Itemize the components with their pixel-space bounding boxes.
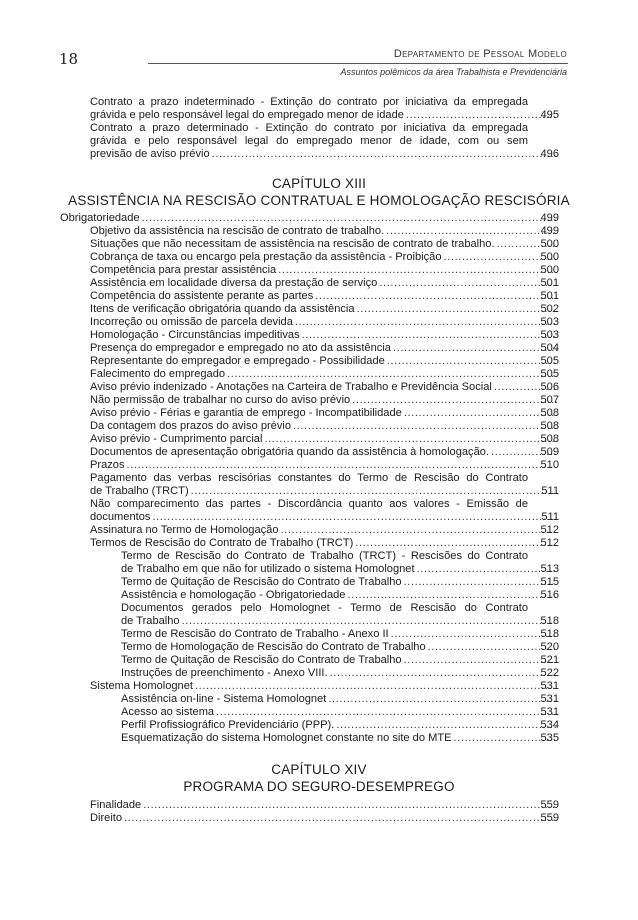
dot-leader	[281, 524, 558, 537]
dot-leader	[330, 667, 557, 680]
toc-page-number: 520	[540, 641, 559, 653]
toc-entry	[0, 381, 638, 394]
toc-entry	[0, 225, 638, 238]
toc-entry	[0, 550, 638, 576]
toc-entry	[0, 602, 638, 628]
toc-page-number: 508	[540, 407, 559, 419]
toc-entry	[0, 329, 638, 342]
toc-entry-text: Aviso prévio - Cumprimento parcial	[90, 433, 263, 445]
toc-page-number: 499	[540, 225, 559, 237]
toc-entry-text: Pagamento das verbas rescisórias constantes do Termo de Rescisão do Contrato	[90, 472, 528, 484]
toc-entry-text: Situações que não necessitam de assistência na rescisão de contrato de trabalho.	[90, 238, 495, 250]
toc-entry	[0, 641, 638, 654]
toc-page-number: 511	[541, 485, 559, 497]
toc-page-number: 500	[540, 251, 559, 263]
toc-page-number: 506	[540, 381, 559, 393]
dot-leader	[347, 589, 557, 602]
toc-entry-text: Competência do assistente perante as partes	[90, 290, 314, 302]
toc-entry-text: Prazos	[90, 459, 125, 471]
toc-entry-row	[121, 576, 638, 589]
toc-entry	[0, 446, 638, 459]
chapter-14-heading	[0, 761, 638, 795]
toc-entry	[0, 355, 638, 368]
toc-entry-text: Obrigatoriedade	[60, 212, 140, 224]
toc-entry-row	[121, 654, 638, 667]
toc-entry-text: Termo de Quitação de Rescisão do Contrato de Trabalho	[121, 576, 402, 588]
toc-entry-row	[121, 628, 638, 641]
chapter-13-heading	[0, 175, 638, 209]
dot-leader	[191, 485, 557, 498]
toc-entry-text: grávida e pelo responsável legal do empregado menor de idade, com ou sem	[90, 135, 528, 147]
toc-entry	[0, 407, 638, 420]
toc-entry-text: previsão de aviso prévio	[90, 148, 210, 160]
toc-entry-text: Contrato a prazo indeterminado - Extinção do contrato por iniciativa da empregada	[90, 96, 528, 108]
toc-page-number: 531	[540, 693, 559, 705]
toc-entry	[0, 238, 638, 251]
toc-entry	[0, 433, 638, 446]
dot-leader	[302, 329, 557, 342]
dot-leader	[127, 459, 557, 472]
chapter-13-label: CAPÍTULO XIII	[271, 176, 367, 191]
toc-entry-text: Esquematização do sistema Homolognet constante no site do MTE	[121, 732, 452, 744]
dot-leader	[293, 420, 557, 433]
toc-entry	[0, 706, 638, 719]
toc-page-number: 534	[540, 719, 559, 731]
toc-entry-text: Finalidade	[90, 799, 142, 811]
chapter-14-entries	[0, 799, 638, 825]
chapter-14-title: PROGRAMA DO SEGURO-DESEMPREGO	[183, 779, 455, 794]
toc-entry-text: de Trabalho	[121, 615, 180, 627]
dot-leader	[182, 615, 557, 628]
dot-leader	[357, 303, 557, 316]
toc-entry-text: Documentos gerados pelo Homolognet - Termo de Rescisão do Contrato	[121, 602, 528, 614]
toc-entry	[0, 498, 638, 524]
toc-entry	[0, 628, 638, 641]
top-entries	[0, 96, 638, 161]
toc-page-number: 501	[540, 277, 559, 289]
toc-entry-text: documentos	[90, 511, 151, 523]
dot-leader	[328, 693, 557, 706]
toc-page-number: 508	[540, 433, 559, 445]
toc-entry-text: Perfil Profissiográfico Previdenciário (PPP).	[121, 719, 335, 731]
toc-entry	[0, 264, 638, 277]
toc-page-number: 559	[540, 799, 559, 811]
toc-entry-text: Da contagem dos prazos do aviso prévio	[90, 420, 292, 432]
toc-entry-text: Não permissão de trabalhar no curso do aviso prévio	[90, 394, 351, 406]
toc-entry	[0, 290, 638, 303]
toc-page-number: 500	[540, 264, 559, 276]
toc-entry-text: Aviso prévio - Férias e garantia de emprego - Incompatibilidade	[90, 407, 402, 419]
toc-page-number: 501	[540, 290, 559, 302]
toc-page-number: 518	[540, 628, 559, 640]
toc-entry	[0, 96, 638, 122]
toc-entry	[0, 420, 638, 433]
toc-entry-text: Competência para prestar assistência	[90, 264, 277, 276]
toc-entry	[0, 589, 638, 602]
toc-page-number: 518	[540, 615, 559, 627]
toc-page-number: 511	[541, 511, 559, 523]
toc-entry-row	[121, 615, 638, 628]
toc-entry-text: Assistência em localidade diversa da prestação de serviço	[90, 277, 378, 289]
toc-entry	[0, 251, 638, 264]
toc-page-number: 513	[540, 563, 559, 575]
toc-entry-text: Objetivo da assistência na rescisão de contrato de trabalho.	[90, 225, 385, 237]
toc-entry	[0, 812, 638, 825]
toc-entry	[0, 654, 638, 667]
dot-leader	[336, 719, 557, 732]
toc-entry	[0, 122, 638, 161]
running-header-title: Departamento de Pessoal Modelo	[393, 48, 567, 60]
toc-entry-text: Acesso ao sistema	[121, 706, 215, 718]
dot-leader	[152, 511, 557, 524]
chapter-13-entries	[0, 212, 638, 745]
toc-entry-text: Assinatura no Termo de Homologação	[90, 524, 279, 536]
toc-entry-text: Termos de Rescisão do Contrato de Trabalho (TRCT)	[90, 537, 354, 549]
toc-entry	[0, 693, 638, 706]
dot-leader	[264, 433, 557, 446]
toc-page-number: 503	[540, 329, 559, 341]
toc-entry	[0, 316, 638, 329]
toc-entry	[0, 342, 638, 355]
toc-page-number: 516	[540, 589, 559, 601]
dot-leader	[227, 368, 557, 381]
toc-entry-text: Incorreção ou omissão de parcela devida	[90, 316, 293, 328]
toc-entry-text: de Trabalho (TRCT)	[90, 485, 189, 497]
toc-entry-text: Aviso prévio indenizado - Anotações na Carteira de Trabalho e Previdência Social	[90, 381, 492, 393]
toc-entry	[0, 576, 638, 589]
toc-page-number: 512	[540, 537, 559, 549]
dot-leader	[216, 706, 557, 719]
toc-entry-text: Cobrança de taxa ou encargo pela prestação da assistência - Proibição	[90, 251, 442, 263]
toc-entry-text: Homologação - Circunstâncias impeditivas	[90, 329, 300, 341]
toc-entry-text: Documentos de apresentação obrigatória quando da assistência à homologação.	[90, 446, 490, 458]
toc-entry	[0, 394, 638, 407]
toc-entry-row	[121, 693, 638, 706]
toc-entry	[0, 719, 638, 732]
toc-entry	[0, 277, 638, 290]
chapter-14-label: CAPÍTULO XIV	[271, 762, 367, 777]
running-header-subtitle: Assuntos polêmicos da área Trabalhista e Previdenciária	[340, 67, 567, 77]
toc-entry-text: Contrato a prazo determinado - Extinção do contrato por iniciativa da empregada	[90, 122, 528, 134]
toc-page-number: 495	[540, 109, 559, 121]
toc-entry	[0, 368, 638, 381]
toc-page-number: 507	[540, 394, 559, 406]
toc-page-number: 496	[540, 148, 559, 160]
toc-entry	[0, 732, 638, 745]
dot-leader	[278, 264, 557, 277]
toc-entry-text: grávida e pelo responsável legal do empregado menor de idade	[90, 109, 404, 121]
toc-page-number: 531	[540, 680, 559, 692]
toc-page-number: 521	[540, 654, 559, 666]
toc-entry-row	[121, 667, 638, 680]
table-of-contents	[0, 96, 638, 825]
toc-entry-text: Não comparecimento das partes - Discordância quanto aos valores - Emissão de	[90, 498, 528, 510]
toc-entry-text: Assistência e homologação - Obrigatoriedade	[121, 589, 346, 601]
toc-entry-row	[121, 641, 638, 654]
toc-entry	[0, 680, 638, 693]
dot-leader	[143, 799, 557, 812]
toc-entry-row	[121, 706, 638, 719]
dot-leader	[124, 812, 557, 825]
toc-entry	[0, 799, 638, 812]
toc-page-number: 559	[540, 812, 559, 824]
toc-entry	[0, 459, 638, 472]
dot-leader	[295, 316, 557, 329]
toc-page-number: 522	[540, 667, 559, 679]
toc-entry-text: Representante do empregador e empregado - Possibilidade	[90, 355, 385, 367]
toc-entry	[0, 524, 638, 537]
toc-entry-row	[121, 589, 638, 602]
toc-entry	[0, 537, 638, 550]
toc-entry-text: de Trabalho em que não for utilizado o sistema Homolognet	[121, 563, 415, 575]
toc-page-number: 499	[540, 212, 559, 224]
header-rule	[148, 63, 568, 64]
toc-entry-text: Instruções de preenchimento - Anexo VIII.	[121, 667, 328, 679]
toc-entry	[0, 303, 638, 316]
toc-entry-text: Termo de Rescisão do Contrato de Trabalho (TRCT) - Rescisões do Contrato	[121, 550, 528, 562]
dot-leader	[355, 537, 557, 550]
toc-page-number: 515	[540, 576, 559, 588]
toc-entry-text: Direito	[90, 812, 123, 824]
toc-entry-row	[121, 719, 638, 732]
dot-leader	[195, 680, 557, 693]
dot-leader	[142, 212, 557, 225]
toc-page-number: 505	[540, 368, 559, 380]
toc-page-number: 535	[540, 732, 559, 744]
dot-leader	[212, 148, 557, 161]
toc-page-number: 509	[540, 446, 559, 458]
toc-entry	[0, 472, 638, 498]
toc-page-number: 504	[540, 342, 559, 354]
toc-page-number: 508	[540, 420, 559, 432]
toc-entry	[0, 212, 638, 225]
toc-entry-row	[121, 563, 638, 576]
toc-page-number: 503	[540, 316, 559, 328]
toc-entry-text: Presença do empregador e empregado no ato da assistência	[90, 342, 391, 354]
chapter-13-title: ASSISTÊNCIA NA RESCISÃO CONTRATUAL E HOMOLOGAÇÃO RESCISÓRIA	[68, 193, 570, 208]
toc-entry-text: Assistência on-line - Sistema Homolognet	[121, 693, 327, 705]
toc-page-number: 500	[540, 238, 559, 250]
toc-entry	[0, 667, 638, 680]
toc-entry-text: Itens de verificação obrigatória quando da assistência	[90, 303, 355, 315]
dot-leader	[315, 290, 557, 303]
toc-page-number: 510	[540, 459, 559, 471]
toc-entry-text: Termo de Rescisão do Contrato de Trabalho - Anexo II	[121, 628, 389, 640]
toc-entry-text: Sistema Homolognet	[90, 680, 193, 692]
toc-page-number: 502	[540, 303, 559, 315]
toc-page-number: 531	[540, 706, 559, 718]
page-number: 18	[59, 50, 79, 68]
toc-entry-text: Termo de Homologação de Rescisão do Contrato de Trabalho	[121, 641, 426, 653]
toc-page-number: 512	[540, 524, 559, 536]
toc-entry-row	[121, 732, 638, 745]
toc-entry-text: Termo de Quitação de Rescisão do Contrato de Trabalho	[121, 654, 402, 666]
toc-entry-text: Falecimento do empregado	[90, 368, 226, 380]
toc-page-number: 505	[540, 355, 559, 367]
dot-leader	[352, 394, 557, 407]
